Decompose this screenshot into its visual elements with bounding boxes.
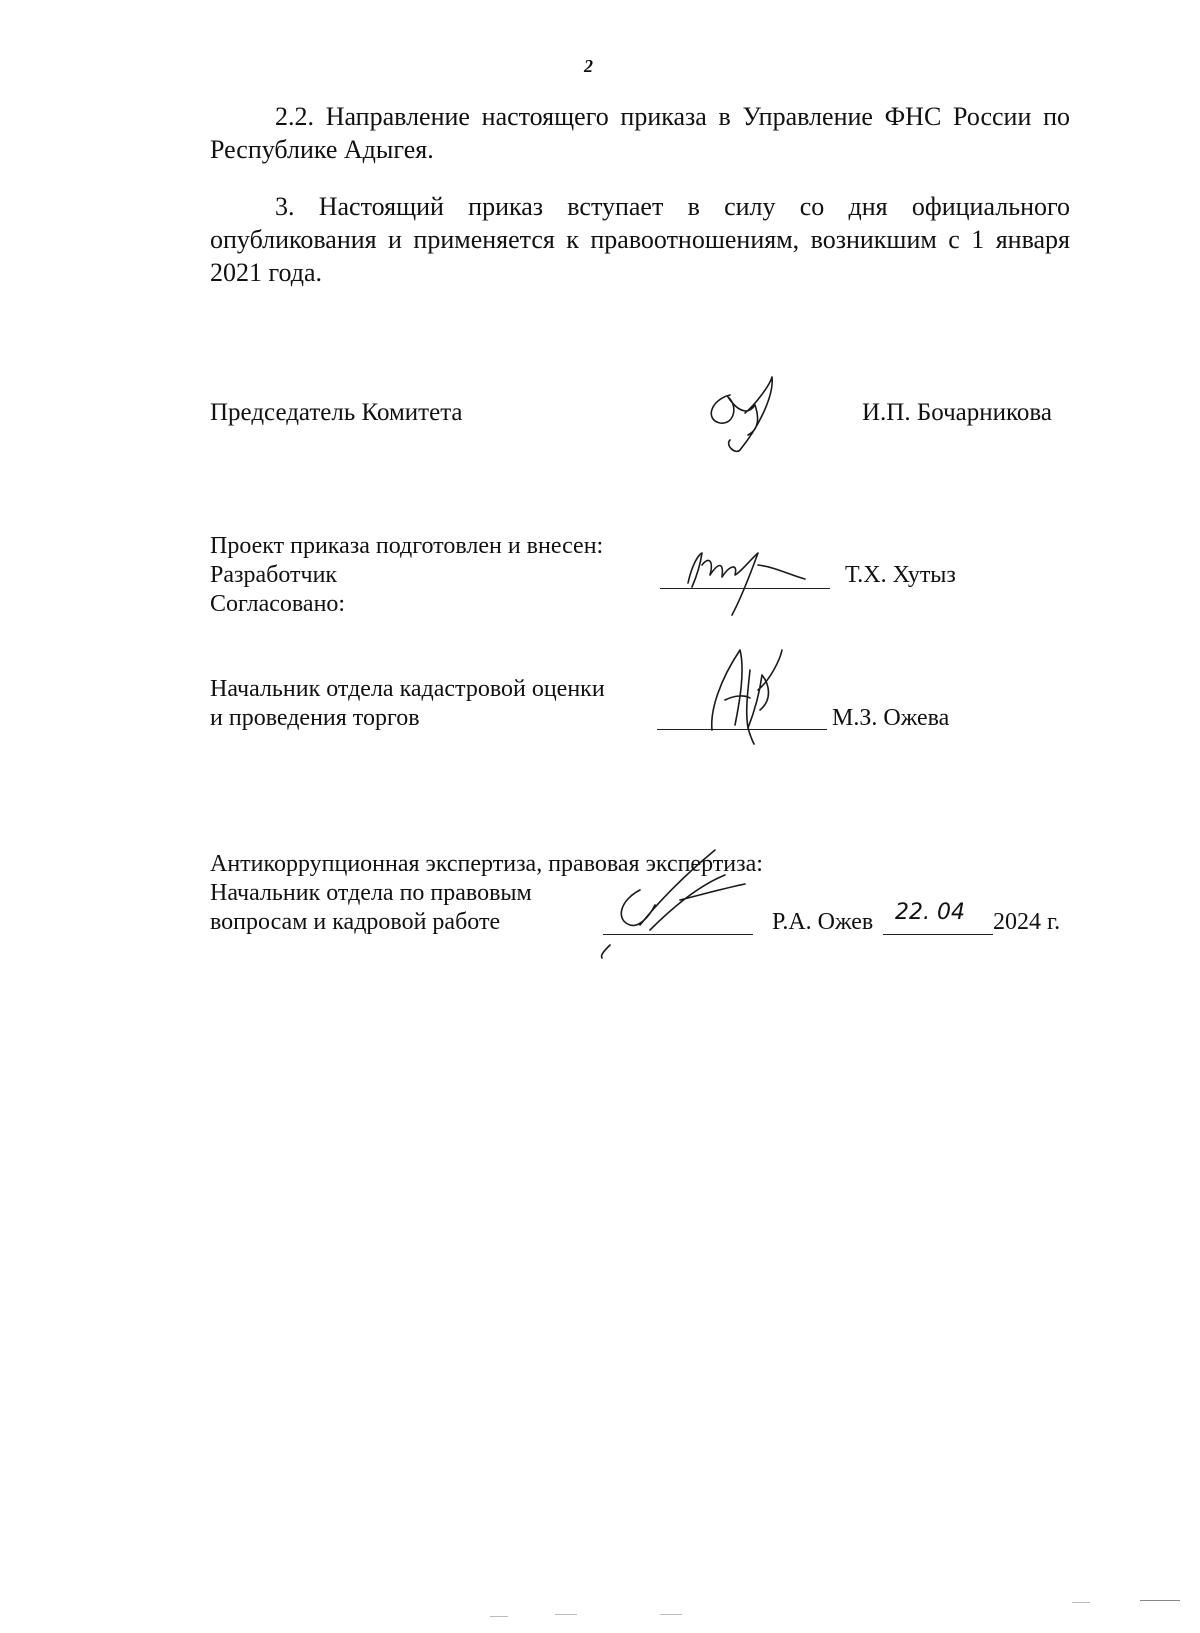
- legal-position-line2: вопросам и кадровой работе: [210, 909, 501, 935]
- scan-speck: [490, 1616, 508, 1617]
- date-line: [883, 934, 993, 935]
- legal-heading: Антикоррупционная экспертиза, правовая экспертиза:: [210, 851, 763, 877]
- page-number: 2: [584, 56, 593, 76]
- paragraph-2-2: 2.2. Направление настоящего приказа в Управление ФНС России по Республике Адыгея.: [210, 102, 1070, 164]
- developer-name: Т.Х. Хутыз: [845, 562, 956, 588]
- scan-speck: [555, 1614, 577, 1615]
- scan-speck: [1072, 1602, 1090, 1603]
- scan-speck: [660, 1614, 682, 1615]
- cadastral-name: М.З. Ожева: [832, 705, 950, 731]
- developer-signature: [680, 545, 810, 620]
- cadastral-signature: [700, 640, 800, 745]
- chairman-signature: [700, 375, 790, 470]
- cadastral-position-line2: и проведения торгов: [210, 705, 420, 731]
- handwritten-date: 22. 04: [895, 900, 965, 925]
- cadastral-position-line1: Начальник отдела кадастровой оценки: [210, 676, 605, 702]
- date-year: 2024 г.: [993, 909, 1061, 935]
- chairman-position: Председатель Комитета: [210, 399, 463, 426]
- legal-signature: [600, 840, 770, 960]
- legal-position-line1: Начальник отдела по правовым: [210, 880, 532, 906]
- paragraph-3: 3. Настоящий приказ вступает в силу со дня официального опубликования и применяется к правоотношениям, возникшим с 1 января 2021 года.: [210, 192, 1070, 287]
- agreed-label: Согласовано:: [210, 591, 346, 617]
- chairman-name: И.П. Бочарникова: [862, 399, 1052, 426]
- scan-speck: [1140, 1600, 1180, 1601]
- legal-name: Р.А. Ожев: [772, 909, 874, 935]
- prepared-heading: Проект приказа подготовлен и внесен:: [210, 533, 604, 559]
- developer-role: Разработчик: [210, 562, 338, 588]
